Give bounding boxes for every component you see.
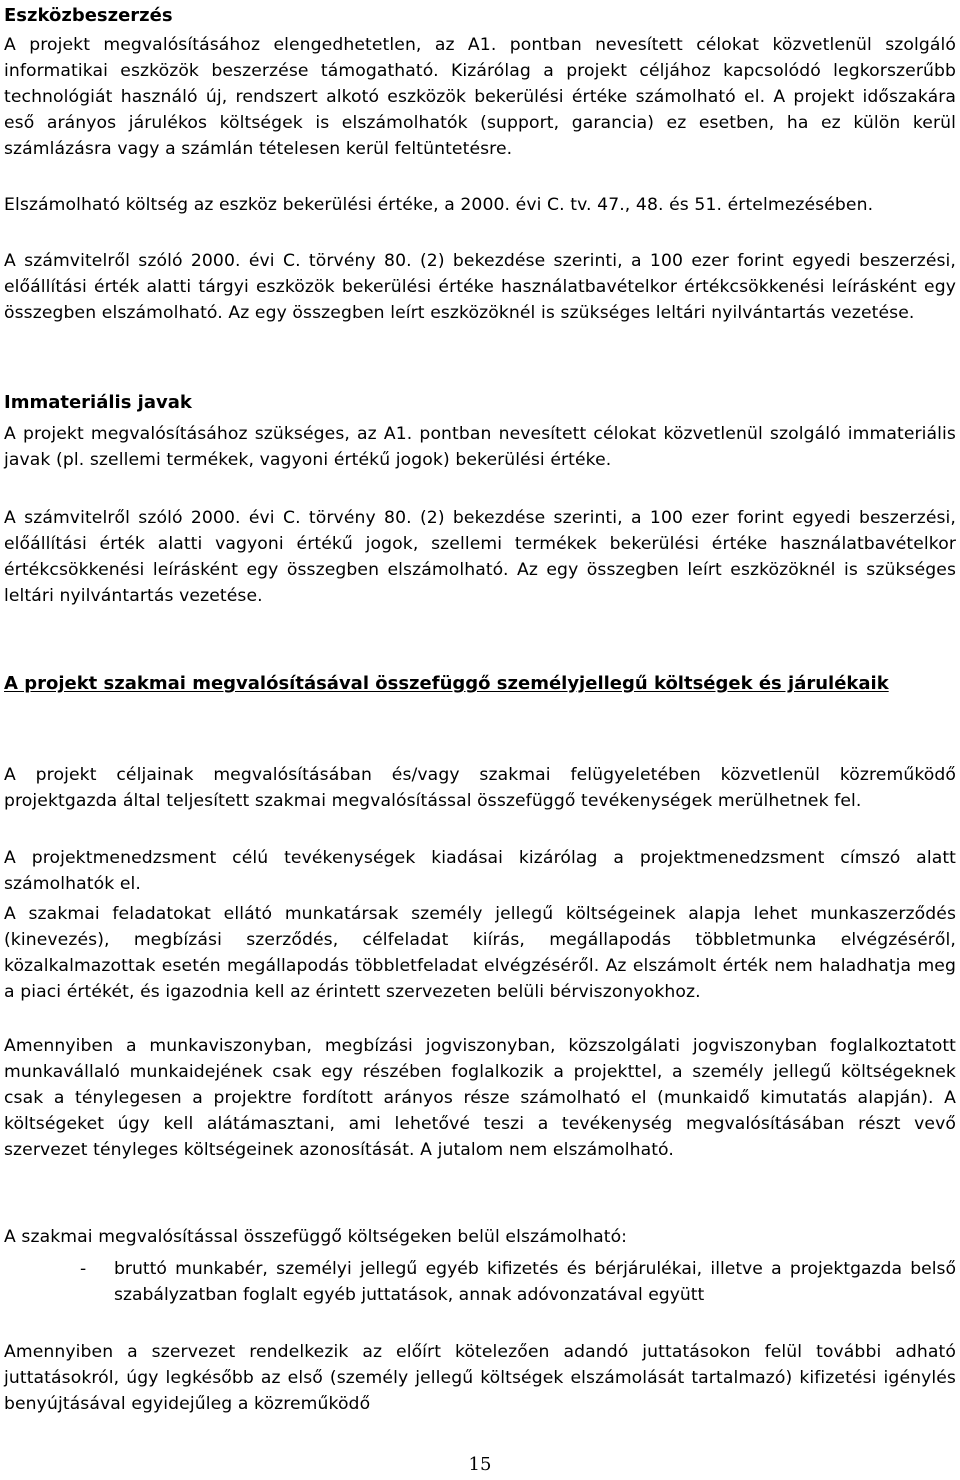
section-szemelyi-jellegu <box>4 671 956 697</box>
paragraph <box>4 1033 956 1163</box>
paragraph-text: Elszámolható költség az eszköz bekerülési értéke, a 2000. évi C. tv. 47., 48. és 51. értelmezésében. <box>4 195 874 215</box>
document-page <box>4 0 956 1480</box>
paragraph <box>4 762 956 814</box>
section-immaterialis-javak <box>4 390 956 416</box>
paragraph <box>4 248 956 326</box>
paragraph-text: A projekt megvalósításához elengedhetetlen, az A1. pontban nevesített célokat közvetlenül szolgáló informatikai eszközök beszerzése támogatható. Kizárólag a projekt céljához kapcsolódó legkorszerűbb technológiát használó új, rendszert alkotó eszközök bekerülési értéke számolható el. A projekt időszakára eső arányos járulékos költségek is elszámolhatók (support, garancia) ez esetben, ha ez külön kerül számlázásra vagy a számlán tételesen kerül feltüntetésre. <box>4 35 956 159</box>
paragraph <box>4 1339 956 1417</box>
paragraph-text: A projektmenedzsment célú tevékenységek kiadásai kizárólag a projektmenedzsment címszó alatt számolhatók el. <box>4 848 956 894</box>
paragraph <box>4 421 956 473</box>
paragraph <box>4 901 956 1005</box>
paragraph-text: A projekt megvalósításához szükséges, az A1. pontban nevesített célokat közvetlenül szolgáló immateriális javak (pl. szellemi termékek, vagyoni értékű jogok) bekerülési értéke. <box>4 424 956 470</box>
paragraph-text: A projekt céljainak megvalósításában és/vagy szakmai felügyeletében közvetlenül közreműködő projektgazda által teljesített szakmai megvalósítással összefüggő tevékenységek merülhetnek fel. <box>4 765 956 811</box>
paragraph <box>4 845 956 897</box>
section-eszkozbeszerzes <box>4 3 956 29</box>
paragraph-text: Amennyiben a munkaviszonyban, megbízási jogviszonyban, közszolgálati jogviszonyban foglalkoztatott munkavállaló munkaidejének csak egy részében foglalkozik a projekttel, a személy jellegű költségeknek csak a ténylegesen a projektre fordított arányos része számolható el (munkaidő kimutatás alapján). A költségeket úgy kell alátámasztani, ami lehetővé teszi a tevékenység megvalósításában részt vevő szervezet tényleges költségeinek azonosítását. A jutalom nem elszámolható. <box>4 1036 956 1160</box>
bullet-text: bruttó munkabér, személyi jellegű egyéb kifizetés és bérjárulékai, illetve a projektgazda belső szabályzatban foglalt egyéb juttatások, annak adóvonzatával együtt <box>114 1259 956 1305</box>
paragraph <box>4 192 956 218</box>
bullet-dash: - <box>80 1259 87 1279</box>
paragraph-text: Amennyiben a szervezet rendelkezik az előírt kötelezően adandó juttatásokon felül további adható juttatásokról, úgy legkésőbb az első (személy jellegű költségek elszámolását tartalmazó) kifizetési igénylés benyújtásával egyidejűleg a közreműködő <box>4 1342 956 1414</box>
section-title-szemelyi-jellegu: A projekt szakmai megvalósításával összefüggő személyjellegű költségek és járulékaik <box>4 673 889 694</box>
paragraph-text: A szakmai megvalósítással összefüggő költségeken belül elszámolható: <box>4 1227 628 1247</box>
paragraph-text: A szakmai feladatokat ellátó munkatársak személy jellegű költségeinek alapja lehet munkaszerződés (kinevezés), megbízási szerződés, célfeladat kiírás, megállapodás többletmunka elvégzéséről, közalkalmazottak esetén megállapodás többletfeladat elvégzéséről. Az elszámolt érték nem haladhatja meg a piaci értékét, és igazodnia kell az érintett szervezeten belüli bérviszonyokhoz. <box>4 904 956 1002</box>
paragraph-text: A számvitelről szóló 2000. évi C. törvény 80. (2) bekezdése szerinti, a 100 ezer forint egyedi beszerzési, előállítási érték alatti vagyoni értékű jogok, szellemi termékek bekerülési értéke használatbavételkor értékcsökkenési leírásként egy összegben elszámolható. Az egy összegben leírt eszközöknél is szükséges leltári nyilvántartás vezetése. <box>4 508 956 606</box>
paragraph <box>4 505 956 609</box>
paragraph-text: A számvitelről szóló 2000. évi C. törvény 80. (2) bekezdése szerinti, a 100 ezer forint egyedi beszerzési, előállítási érték alatti tárgyi eszközök bekerülési értéke használatbavételkor értékcsökkenési leírásként egy összegben elszámolható. Az egy összegben leírt eszközöknél is szükséges leltári nyilvántartás vezetése. <box>4 251 956 323</box>
paragraph <box>4 1224 956 1250</box>
paragraph <box>4 32 956 162</box>
section-title-eszkozbeszerzes: Eszközbeszerzés <box>4 5 173 26</box>
page-number: 15 <box>468 1454 492 1475</box>
section-title-immaterialis-javak: Immateriális javak <box>4 392 192 413</box>
